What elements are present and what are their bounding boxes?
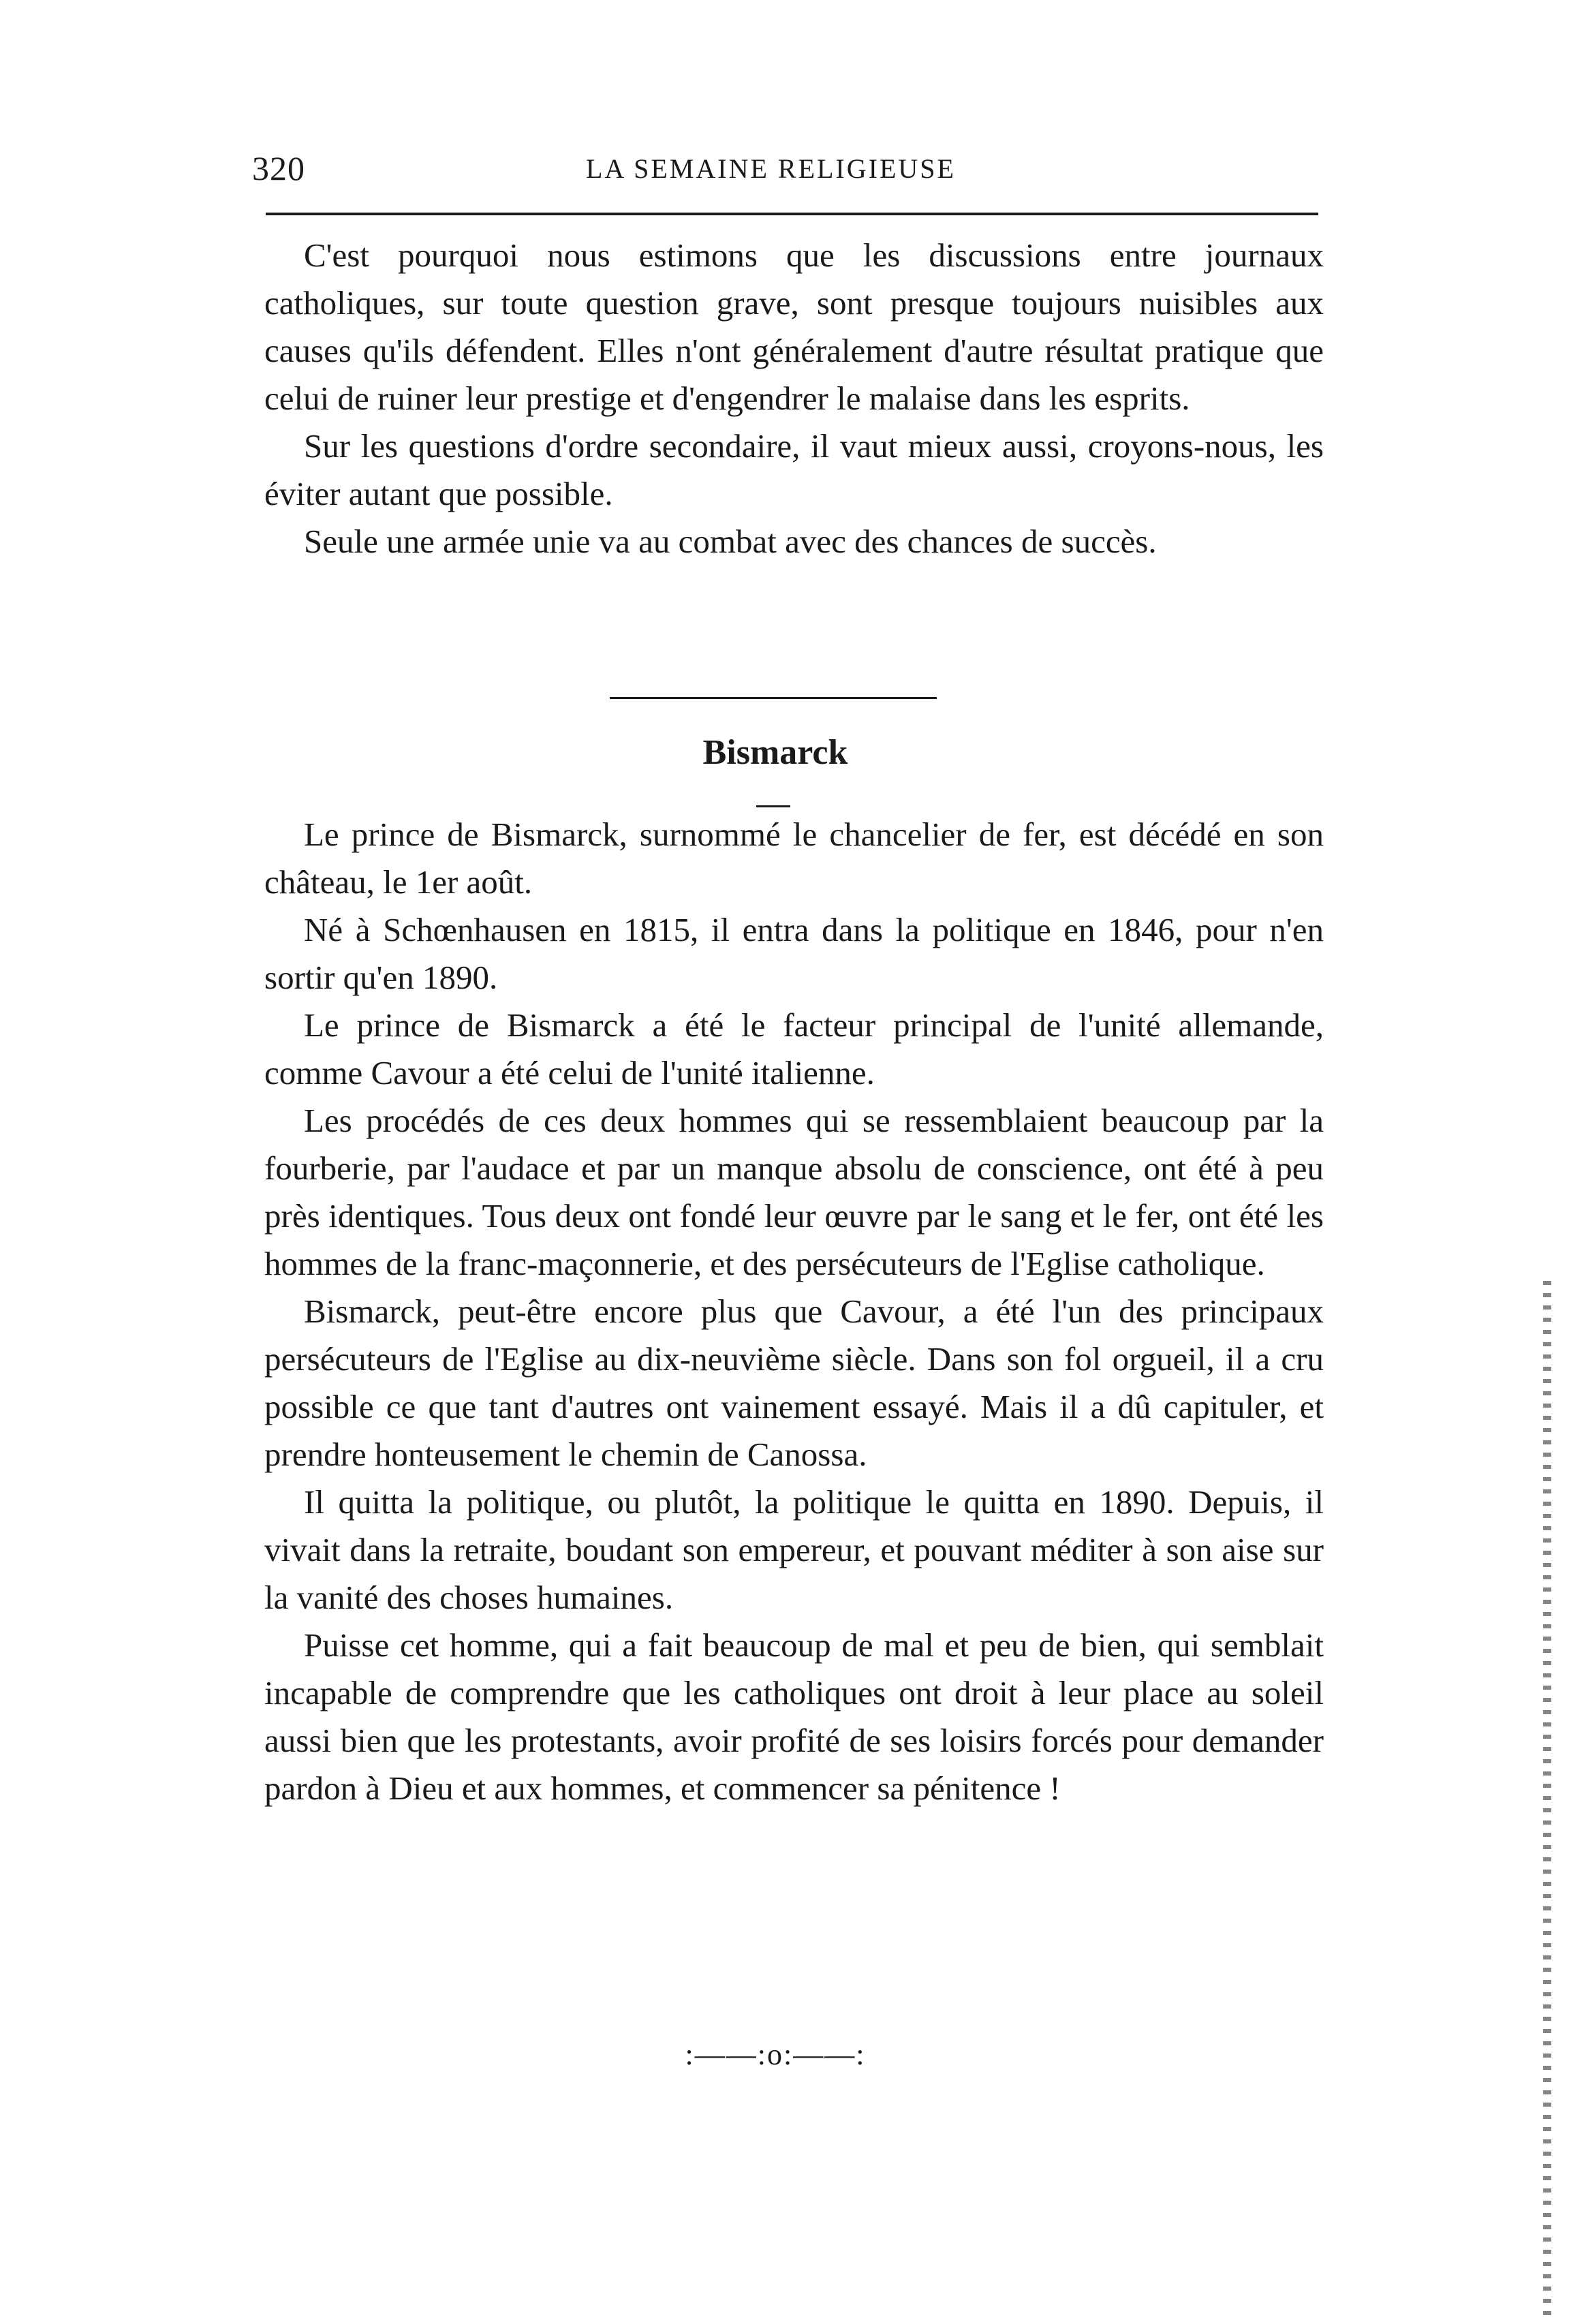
body-paragraph: Bismarck, peut-être encore plus que Cavour, a été l'un des principaux persécuteurs de l'Eglise au dix-neuvième siècle. Dans son fol orgueil, il a cru possible ce que tant d'autres ont vainement essayé. Mais il a dû capituler, et prendre honteusement le chemin de Canossa. (264, 1292, 1324, 1473)
intro-paragraph: C'est pourquoi nous estimons que les discussions entre journaux catholiques, sur toute question grave, sont presque toujours nuisibles aux causes qu'ils défendent. Elles n'ont généralement d'autre résultat pratique que celui de ruiner leur prestige et d'engendrer le malaise dans les esprits. (264, 236, 1324, 417)
section-divider (610, 697, 937, 699)
intro-paragraph: Sur les questions d'ordre secondaire, il vaut mieux aussi, croyons-nous, les éviter autant que possible. (264, 427, 1324, 512)
header-rule (266, 213, 1318, 215)
intro-paragraph: Seule une armée unie va au combat avec des chances de succès. (304, 523, 1157, 560)
body-paragraph: Les procédés de ces deux hommes qui se ressemblaient beaucoup par la fourberie, par l'audace et par un manque absolu de conscience, ont été à peu près identiques. Tous deux ont fondé leur œuvre par le sang et le fer, ont été les hommes de la franc-maçonnerie, et des persécuteurs de l'Eglise catholique. (264, 1102, 1324, 1282)
body-paragraph: Né à Schœnhausen en 1815, il entra dans la politique en 1846, pour n'en sortir qu'en 1890. (264, 911, 1324, 996)
end-ornament: :——:o:——: (685, 2038, 866, 2071)
body-paragraph: Puisse cet homme, qui a fait beaucoup de mal et peu de bien, qui semblait incapable de comprendre que les catholiques ont droit à leur place au soleil aussi bien que les protestants, avoir profité de ses loisirs forcés pour demander pardon à Dieu et aux hommes, et commencer sa pénitence ! (264, 1626, 1324, 1807)
section-title: Bismarck (702, 733, 848, 772)
running-head: LA SEMAINE RELIGIEUSE (586, 153, 956, 184)
intro-text (264, 232, 1324, 565)
scan-binding-edge (1543, 1281, 1551, 2317)
body-paragraph: Il quitta la politique, ou plutôt, la politique le quitta en 1890. Depuis, il vivait dans la retraite, boudant son empereur, et pouvant méditer à son aise sur la vanité des choses humaines. (264, 1483, 1324, 1616)
body-paragraph: Le prince de Bismarck a été le facteur principal de l'unité allemande, comme Cavour a été celui de l'unité italienne. (264, 1006, 1324, 1091)
title-dash (756, 805, 790, 807)
body-paragraph: Le prince de Bismarck, surnommé le chancelier de fer, est décédé en son château, le 1er août. (264, 816, 1324, 901)
page-header (252, 142, 1315, 203)
section-body (264, 811, 1324, 1812)
page-number: 320 (252, 149, 305, 187)
